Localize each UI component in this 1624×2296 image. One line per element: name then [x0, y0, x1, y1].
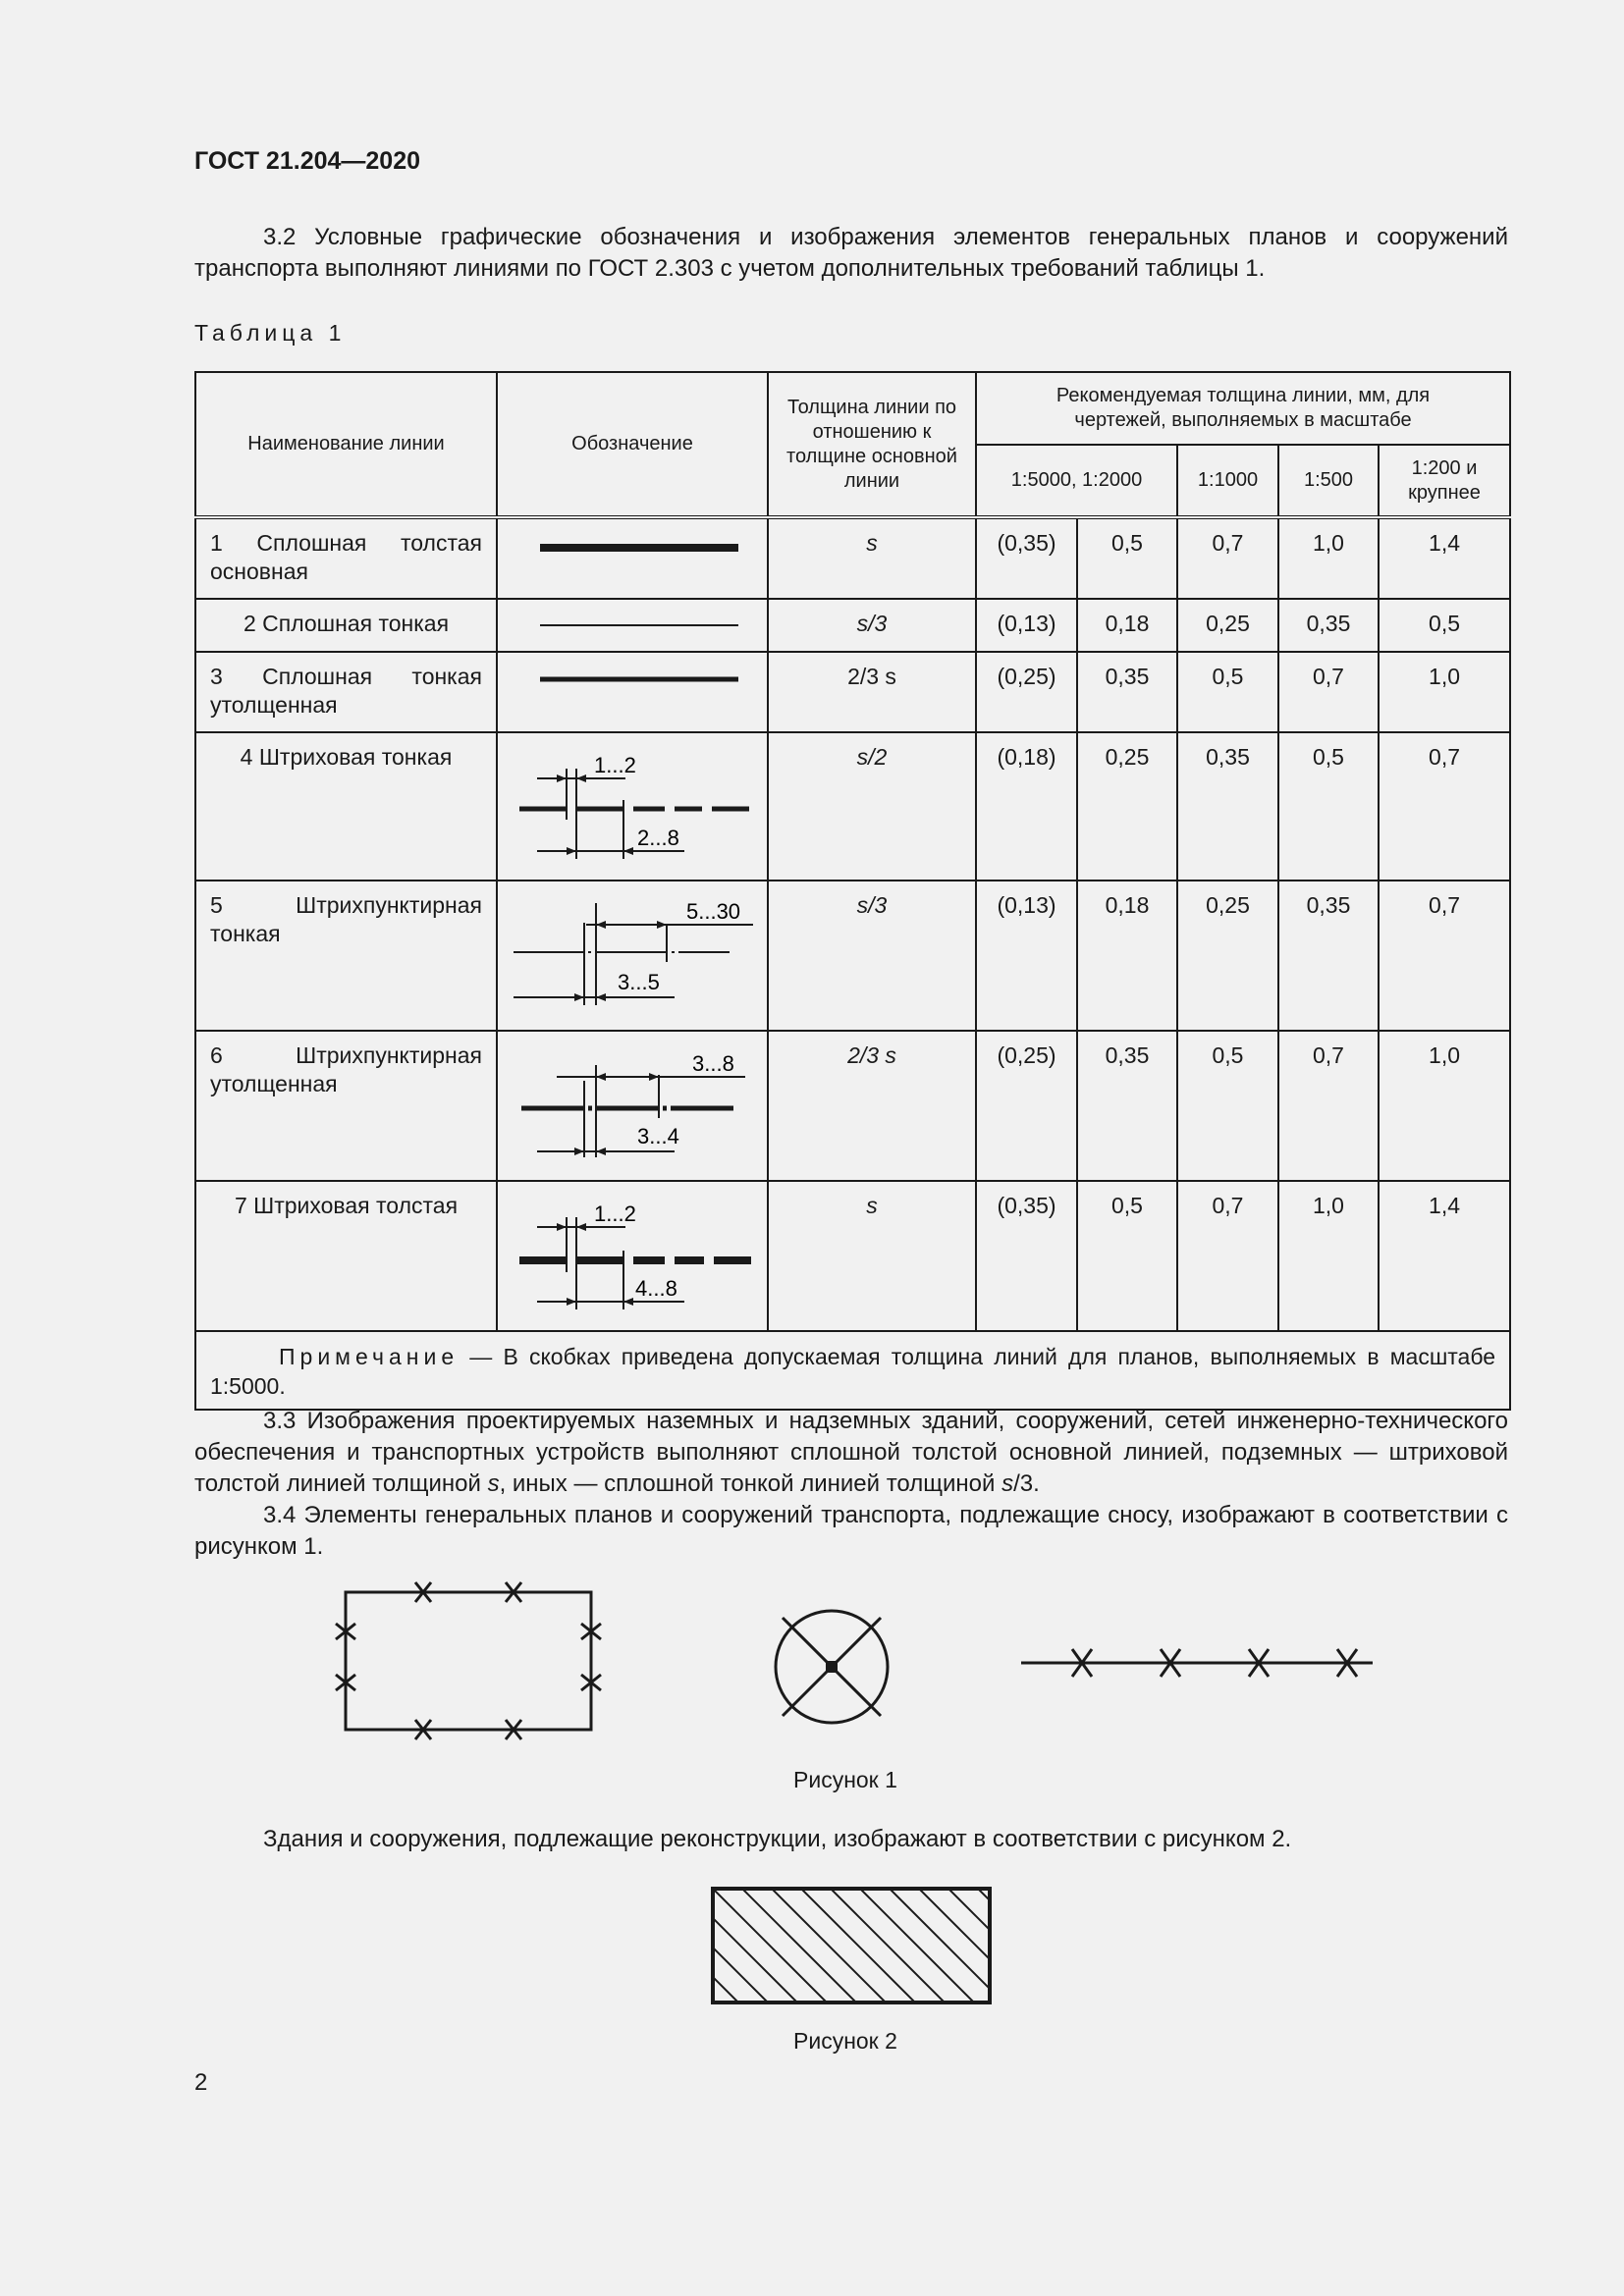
line-symbol: [497, 881, 768, 1031]
line-ratio: s/2: [856, 744, 888, 770]
table-row: [195, 599, 1510, 652]
value-2000: 0,18: [1077, 881, 1177, 1031]
value-2000: 0,5: [1077, 1181, 1177, 1331]
line-symbol: [497, 1181, 768, 1331]
note-text: — В скобках приведена допускаемая толщина линий для планов, выполняемых в масштабе 1:5000.: [210, 1344, 1496, 1399]
line-name: 1 Сплошная толстая основная: [195, 517, 497, 599]
value-200: 1,4: [1379, 1181, 1510, 1331]
value-200: 1,0: [1379, 652, 1510, 732]
value-5000: (0,13): [976, 881, 1077, 1031]
header-scale-200: 1:200 и крупнее: [1379, 445, 1510, 517]
line-name: 5 Штрихпунктирная тонкая: [195, 881, 497, 1031]
value-1000: 0,5: [1177, 652, 1278, 732]
solid-thickened-line-icon: [498, 653, 765, 725]
dim-top-label: 1...2: [594, 753, 636, 777]
line-ratio: s: [866, 1193, 878, 1218]
paragraph-3-2: 3.2 Условные графические обозначения и изображения элементов генеральных планов и сооружений транспорта выполняют линиями по ГОСТ 2.303 с учетом дополнительных требований таблицы 1.: [194, 224, 1508, 282]
header-symbol: Обозначение: [497, 372, 768, 517]
value-200: 1,4: [1379, 517, 1510, 599]
value-1000: 0,35: [1177, 732, 1278, 881]
header-scale-500: 1:500: [1278, 445, 1379, 517]
value-2000: 0,35: [1077, 652, 1177, 732]
value-1000: 0,7: [1177, 517, 1278, 599]
value-5000: (0,25): [976, 652, 1077, 732]
value-2000: 0,5: [1077, 517, 1177, 599]
value-500: 1,0: [1278, 1181, 1379, 1331]
value-5000: (0,35): [976, 517, 1077, 599]
value-1000: 0,7: [1177, 1181, 1278, 1331]
header-scale-5000: 1:5000, 1:2000: [976, 445, 1177, 517]
table-note: [195, 1331, 1510, 1410]
dashed-thin-line-icon: [498, 733, 765, 874]
table-row: [195, 1181, 1510, 1331]
value-200: 0,5: [1379, 599, 1510, 652]
value-200: 0,7: [1379, 881, 1510, 1031]
value-5000: (0,35): [976, 1181, 1077, 1331]
value-500: 0,35: [1278, 599, 1379, 652]
solid-thick-line-icon: [498, 519, 765, 592]
page-number: 2: [194, 2069, 208, 2096]
value-1000: 0,25: [1177, 881, 1278, 1031]
note-label: Примечание: [279, 1344, 460, 1369]
figure-1-demolition-symbols: [324, 1578, 1404, 1745]
value-200: 0,7: [1379, 732, 1510, 881]
value-5000: (0,13): [976, 599, 1077, 652]
dim-bottom-label: 3...4: [637, 1124, 679, 1148]
table-row: [195, 1031, 1510, 1181]
dash-dot-thin-line-icon: [498, 881, 765, 1024]
value-500: 0,7: [1278, 652, 1379, 732]
value-2000: 0,35: [1077, 1031, 1177, 1181]
line-name: 2 Сплошная тонкая: [195, 599, 497, 652]
value-1000: 0,25: [1177, 599, 1278, 652]
table-caption: Таблица 1: [194, 320, 347, 346]
line-ratio: s/3: [856, 611, 888, 636]
document-header: ГОСТ 21.204—2020: [194, 147, 421, 175]
table-row: [195, 652, 1510, 732]
value-5000: (0,18): [976, 732, 1077, 881]
value-200: 1,0: [1379, 1031, 1510, 1181]
line-symbol: [497, 1031, 768, 1181]
line-symbol: [497, 652, 768, 732]
solid-thin-line-icon: [498, 600, 765, 645]
line-symbol: [497, 732, 768, 881]
table-row: [195, 732, 1510, 881]
value-5000: (0,25): [976, 1031, 1077, 1181]
line-types-table: [194, 371, 1511, 1411]
line-ratio: 2/3 s: [768, 652, 976, 732]
value-500: 0,5: [1278, 732, 1379, 881]
value-2000: 0,25: [1077, 732, 1177, 881]
header-name: Наименование линии: [195, 372, 497, 517]
line-symbol: [497, 599, 768, 652]
paragraph-reconstruction: Здания и сооружения, подлежащие реконструкции, изображают в соответствии с рисунком 2.: [263, 1826, 1292, 1852]
figure-1-caption: Рисунок 1: [793, 1767, 897, 1792]
value-1000: 0,5: [1177, 1031, 1278, 1181]
header-recommended: Рекомендуемая толщина линии, мм, для чертежей, выполняемых в масштабе: [976, 372, 1510, 445]
line-name: 6 Штрихпунктирная утолщенная: [195, 1031, 497, 1181]
line-ratio: 2/3 s: [768, 1031, 976, 1181]
line-name: 3 Сплошная тонкая утолщенная: [195, 652, 497, 732]
dashed-thick-line-icon: [498, 1182, 765, 1324]
value-500: 0,7: [1278, 1031, 1379, 1181]
dim-bottom-label: 3...5: [618, 970, 660, 994]
dim-bottom-label: 4...8: [635, 1276, 677, 1301]
dim-top-label: 3...8: [692, 1051, 734, 1076]
paragraph-3-4: 3.4 Элементы генеральных планов и сооружений транспорта, подлежащие сносу, изображают в соответствии с рисунком 1.: [194, 1502, 1508, 1560]
value-500: 0,35: [1278, 881, 1379, 1031]
line-name: 7 Штриховая толстая: [195, 1181, 497, 1331]
table-row: [195, 881, 1510, 1031]
header-ratio: Толщина линии по отношению к толщине основной линии: [768, 372, 976, 517]
header-scale-1000: 1:1000: [1177, 445, 1278, 517]
figure-2-caption: Рисунок 2: [793, 2028, 897, 2054]
dash-dot-thickened-line-icon: [498, 1032, 765, 1174]
line-symbol: [497, 517, 768, 599]
dim-top-label: 1...2: [594, 1201, 636, 1226]
dim-bottom-label: 2...8: [637, 826, 679, 850]
paragraph-3-3: 3.3 Изображения проектируемых наземных и надземных зданий, сооружений, сетей инженерно-технического обеспечения и транспортных устройств выполняют сплошной толстой основной линией, подземных — штриховой толстой линией толщиной s, иных — сплошной тонкой линией толщиной s/3.: [194, 1408, 1508, 1497]
value-2000: 0,18: [1077, 599, 1177, 652]
figure-2-reconstruction-hatch: [711, 1887, 994, 2006]
dim-top-label: 5...30: [686, 899, 741, 924]
line-ratio: s: [866, 530, 878, 556]
line-ratio: s/3: [856, 892, 888, 918]
value-500: 1,0: [1278, 517, 1379, 599]
line-name: 4 Штриховая тонкая: [195, 732, 497, 881]
table-note-row: [195, 1331, 1510, 1410]
table-row: [195, 517, 1510, 599]
